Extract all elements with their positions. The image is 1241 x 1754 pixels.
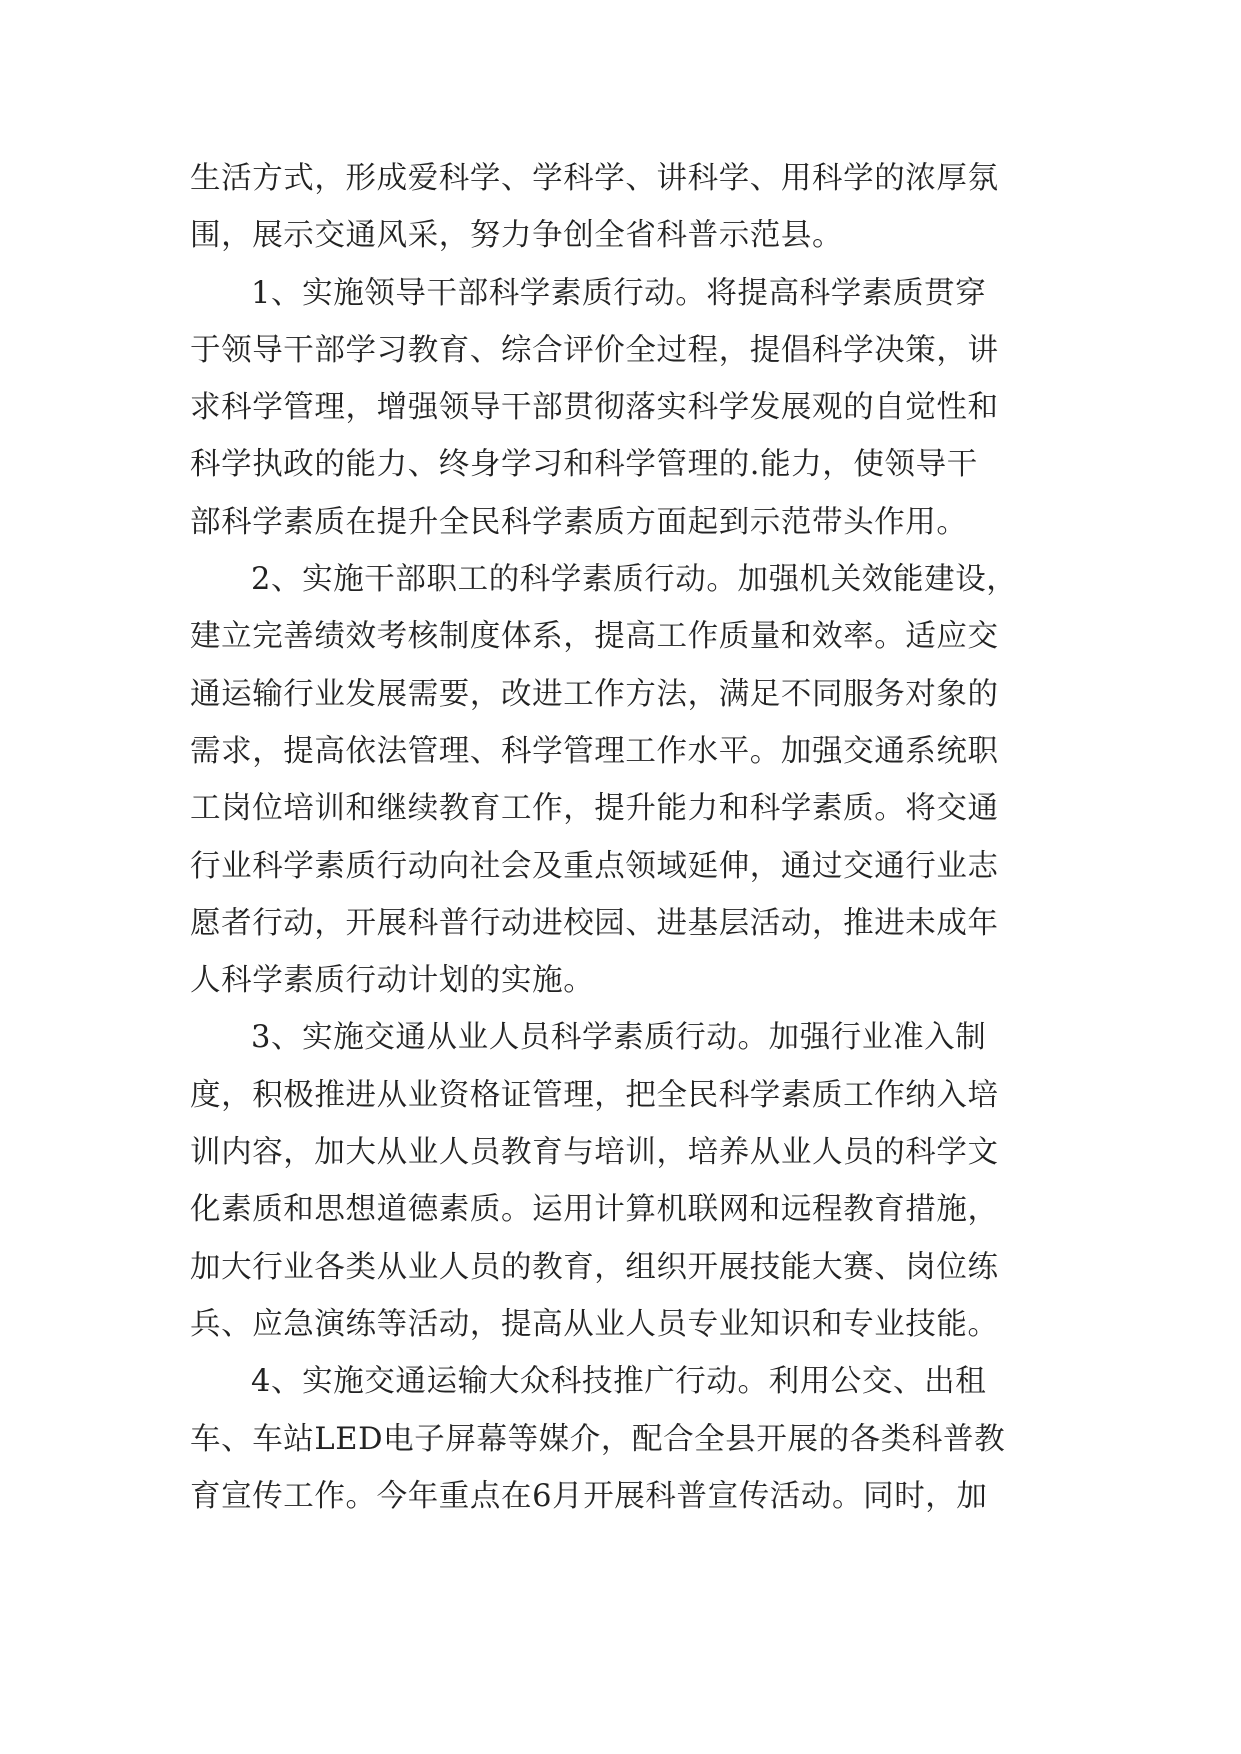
paragraph-start-line: 4、实施交通运输大众科技推广行动。利用公交、出租 (251, 1364, 987, 1400)
text-line: 围，展示交通风采，努力争创全省科普示范县。 (190, 218, 844, 254)
text-line: 愿者行动，开展科普行动进校园、进基层活动，推进未成年 (190, 905, 999, 941)
text-line: 建立完善绩效考核制度体系，提高工作质量和效率。适应交 (190, 619, 999, 655)
text-line: 于领导干部学习教育、综合评价全过程，提倡科学决策，讲 (190, 332, 999, 368)
text-line: 需求，提高依法管理、科学管理工作水平。加强交通系统职 (190, 733, 999, 769)
text-line: 部科学素质在提升全民科学素质方面起到示范带头作用。 (190, 504, 968, 540)
text-line: 车、车站LED电子屏幕等媒介，配合全县开展的各类科普教 (190, 1421, 1006, 1457)
text-line: 求科学管理，增强领导干部贯彻落实科学发展观的自觉性和 (190, 390, 999, 426)
text-line: 化素质和思想道德素质。运用计算机联网和远程教育措施， (190, 1192, 999, 1228)
text-line: 育宣传工作。今年重点在6月开展科普宣传活动。同时，加 (190, 1478, 988, 1514)
text-line: 行业科学素质行动向社会及重点领域延伸，通过交通行业志 (190, 848, 999, 884)
text-line: 工岗位培训和继续教育工作，提升能力和科学素质。将交通 (190, 791, 999, 827)
text-line: 训内容，加大从业人员教育与培训，培养从业人员的科学文 (190, 1135, 999, 1171)
paragraph-start-line: 3、实施交通从业人员科学素质行动。加强行业准入制 (251, 1020, 987, 1056)
text-line: 度，积极推进从业资格证管理，把全民科学素质工作纳入培 (190, 1077, 999, 1113)
paragraph-start-line: 1、实施领导干部科学素质行动。将提高科学素质贯穿 (251, 275, 987, 311)
text-line: 加大行业各类从业人员的教育，组织开展技能大赛、岗位练 (190, 1249, 999, 1285)
document-body (190, 150, 1070, 1525)
text-line: 人科学素质行动计划的实施。 (190, 963, 595, 999)
text-line: 通运输行业发展需要，改进工作方法，满足不同服务对象的 (190, 676, 999, 712)
text-line: 兵、应急演练等活动，提高从业人员专业知识和专业技能。 (190, 1306, 999, 1342)
text-line: 科学执政的能力、终身学习和科学管理的.能力，使领导干 (190, 447, 978, 483)
paragraph-start-line: 2、实施干部职工的科学素质行动。加强机关效能建设， (251, 562, 1018, 598)
text-line: 生活方式，形成爱科学、学科学、讲科学、用科学的浓厚氛 (190, 161, 999, 196)
